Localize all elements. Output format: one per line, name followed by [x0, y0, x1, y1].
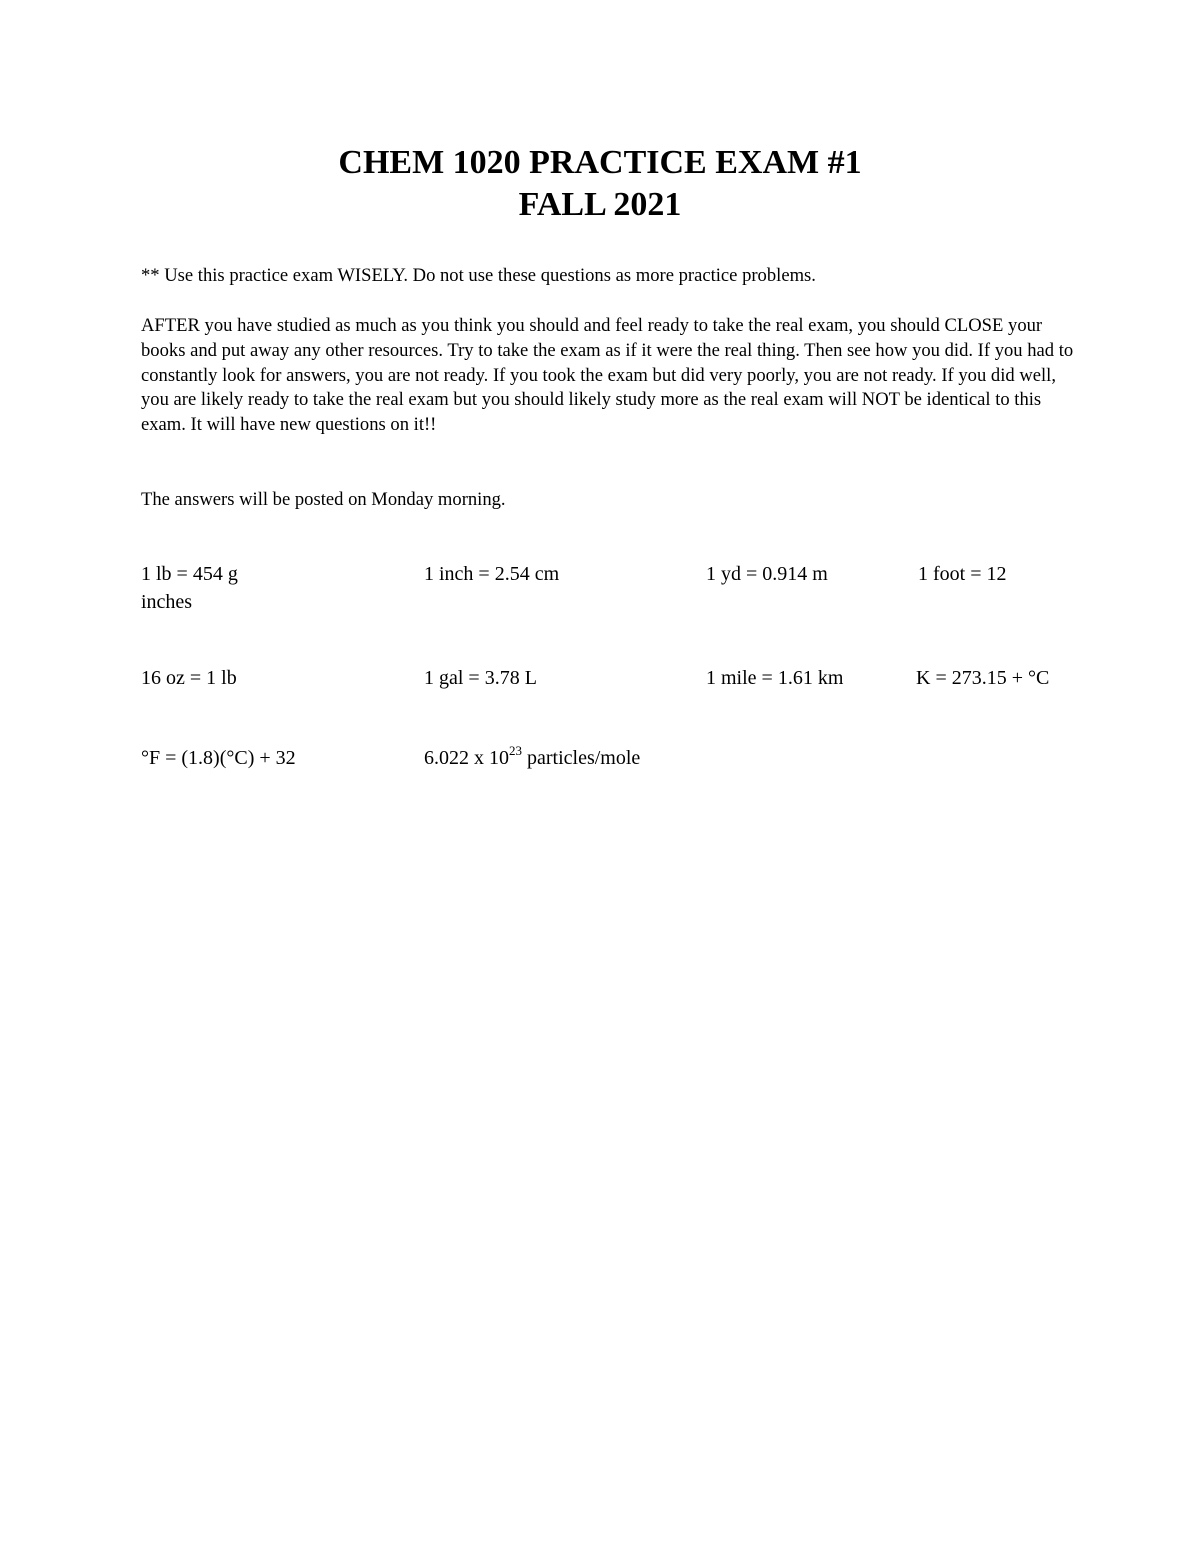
exam-term: FALL 2021	[518, 186, 682, 223]
conversion-inch-cm: 1 inch = 2.54 cm	[424, 563, 560, 585]
conversion-mile-km: 1 mile = 1.61 km	[706, 667, 844, 689]
avogadro-unit: particles/mole	[522, 747, 641, 769]
answers-note: The answers will be posted on Monday morning.	[141, 489, 506, 510]
conversion-oz-lb: 16 oz = 1 lb	[141, 667, 237, 689]
conversion-kelvin: K = 273.15 + °C	[916, 667, 1050, 689]
avogadro-exponent: 23	[509, 743, 522, 759]
conversion-yd-m: 1 yd = 0.914 m	[706, 563, 828, 585]
avogadro-constant	[424, 744, 640, 772]
conversion-foot-inches: 1 foot = 12	[918, 563, 1007, 585]
usage-note: ** Use this practice exam WISELY. Do not use these questions as more practice problems.	[141, 265, 816, 286]
exam-title: CHEM 1020 PRACTICE EXAM #1	[338, 144, 862, 181]
conversion-foot-inches-wrap: inches	[141, 591, 193, 613]
conversion-lb-g: 1 lb = 454 g	[141, 563, 238, 585]
conversion-fahrenheit: °F = (1.8)(°C) + 32	[141, 747, 296, 769]
avogadro-base: 6.022 x 10	[424, 747, 509, 769]
conversion-gal-l: 1 gal = 3.78 L	[424, 667, 537, 689]
instructions-paragraph: AFTER you have studied as much as you think you should and feel ready to take the real exam, you should CLOSE your books and put away any other resources. Try to take the exam as if it were the real thing. Then see how you did. If you had to constantly look for answers, you are not ready. If you took the exam but did very poorly, you are not ready. If you did well, you are likely ready to take the real exam but you should likely study more as the real exam will NOT be identical to this exam. It will have new questions on it!!	[141, 315, 1074, 436]
